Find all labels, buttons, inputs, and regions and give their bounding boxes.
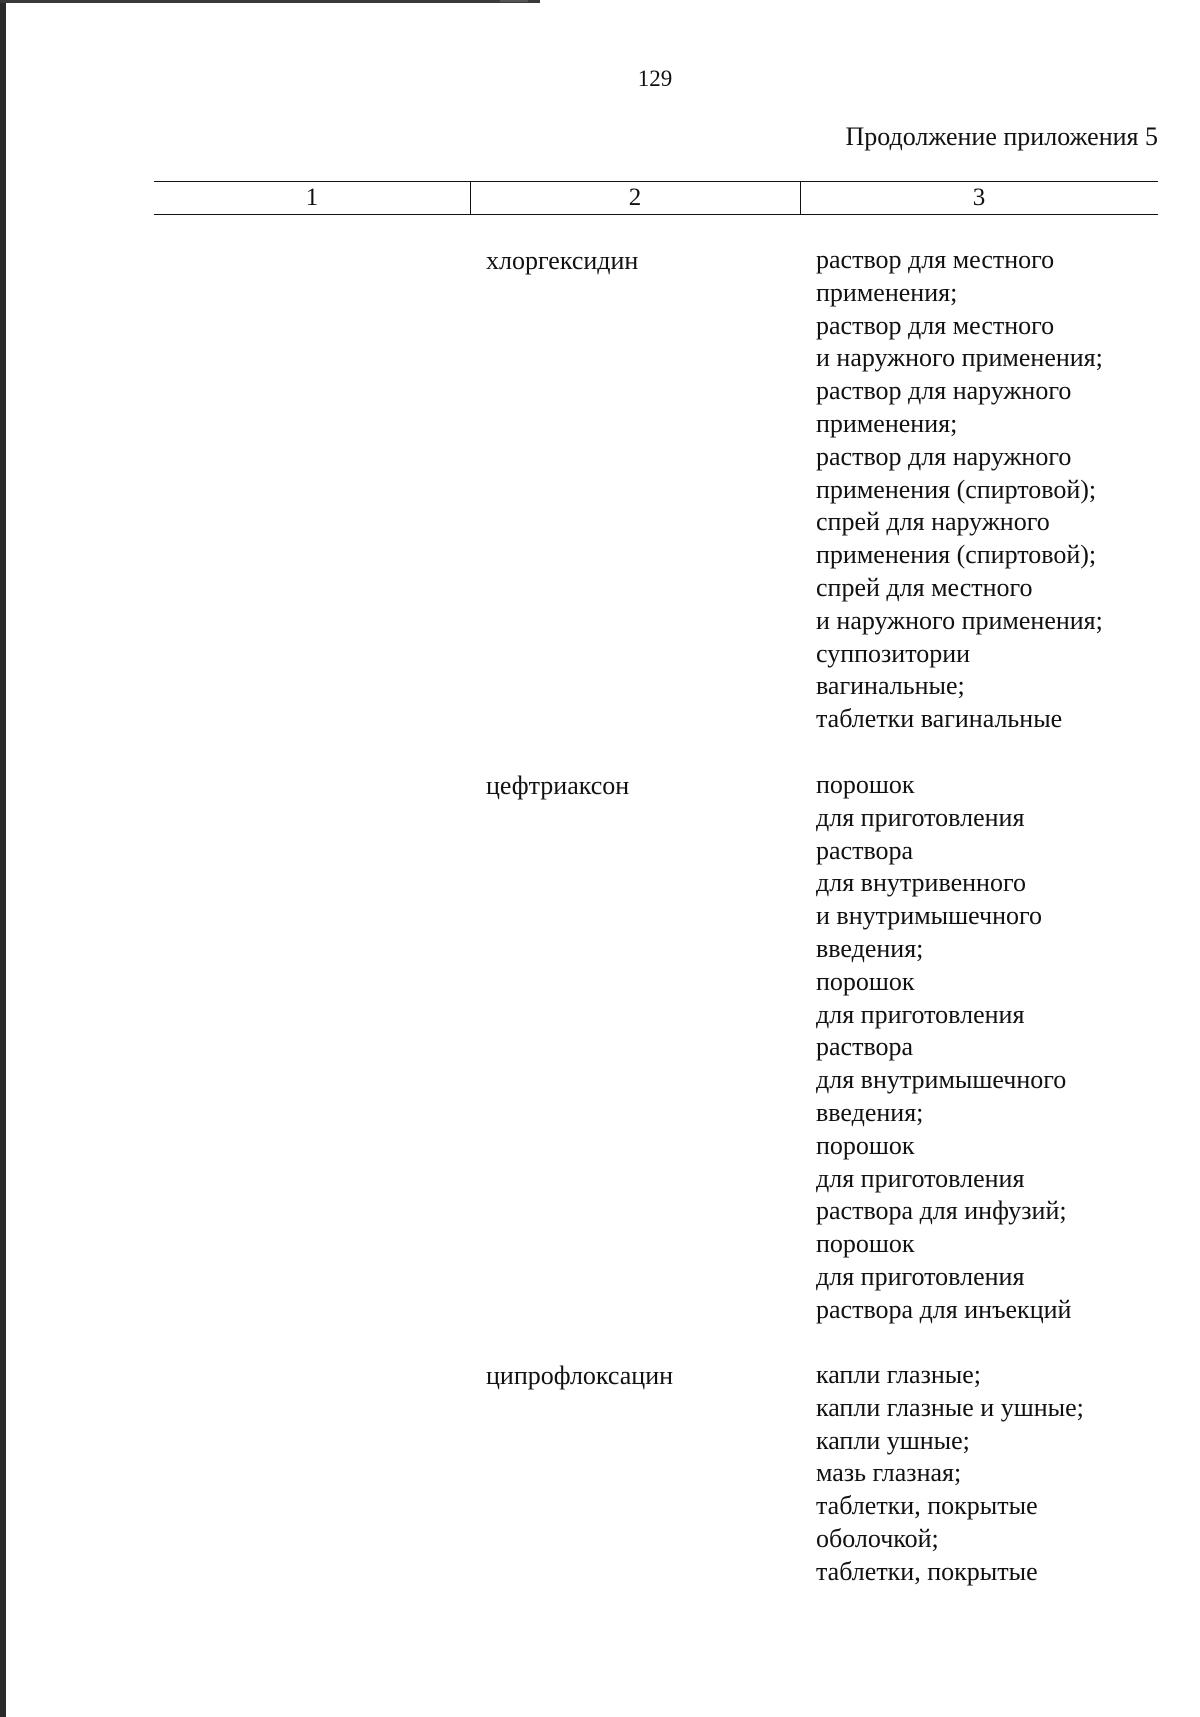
table-header-col-2: 2 (628, 184, 642, 211)
dosage-form: капли глазные и ушные; (816, 1392, 1084, 1422)
dosage-form: порошок (816, 1130, 915, 1160)
dosage-form: таблетки, покрытые (816, 1491, 1038, 1521)
dosage-forms-list (816, 244, 1156, 736)
drug-name: ципрофлоксацин (486, 1361, 674, 1390)
dosage-form: применения (спиртовой); (816, 540, 1097, 570)
page-number: 129 (637, 66, 673, 91)
drug-name: цефтриаксон (486, 771, 630, 800)
drug-name: хлоргексидин (486, 246, 639, 275)
dosage-form: раствор для наружного (816, 441, 1072, 471)
appendix-continuation-note: Продолжение приложения 5 (845, 122, 1158, 151)
dosage-form: для внутривенного (816, 868, 1026, 898)
table-header-top-rule (154, 181, 1158, 182)
dosage-form: порошок (816, 1229, 915, 1259)
dosage-form: раствора для инъекций (816, 1294, 1072, 1324)
dosage-forms-list (816, 1359, 1156, 1589)
dosage-form: введения; (816, 1097, 924, 1127)
dosage-form: раствор для местного (816, 245, 1055, 274)
scan-edge-left (0, 0, 6, 1717)
dosage-form: спрей для наружного (816, 507, 1050, 537)
dosage-form: применения; (816, 277, 958, 307)
dosage-form: применения (спиртовой); (816, 474, 1097, 504)
dosage-form: раствор для местного (816, 310, 1055, 340)
table-header-col-3: 3 (972, 184, 986, 211)
dosage-form: раствора для инфузий; (816, 1196, 1067, 1226)
dosage-form: оболочкой; (816, 1523, 939, 1553)
scan-edge-top-mark (500, 0, 528, 2)
dosage-form: для приготовления (816, 999, 1025, 1029)
dosage-form: для приготовления (816, 802, 1025, 832)
dosage-forms-list (816, 769, 1156, 1327)
dosage-form: раствор для наружного (816, 376, 1072, 406)
dosage-form: применения; (816, 408, 958, 438)
dosage-form: порошок (816, 966, 915, 996)
dosage-form: таблетки, покрытые (816, 1556, 1038, 1586)
dosage-form: введения; (816, 933, 924, 963)
dosage-form: спрей для местного (816, 572, 1033, 602)
dosage-form: для внутримышечного (816, 1065, 1067, 1095)
dosage-form: порошок (816, 770, 915, 799)
scan-edge-top (0, 0, 540, 3)
table-header-col-1: 1 (305, 184, 319, 211)
dosage-form: раствора (816, 1032, 914, 1062)
dosage-form: и внутримышечного (816, 901, 1043, 931)
dosage-form: таблетки вагинальные (816, 704, 1063, 734)
dosage-form: суппозитории (816, 638, 971, 668)
dosage-form: мазь глазная; (816, 1458, 962, 1488)
dosage-form: и наружного применения; (816, 343, 1103, 373)
table-header-bottom-rule (154, 214, 1158, 215)
dosage-form: и наружного применения; (816, 605, 1103, 635)
dosage-form: капли ушные; (816, 1425, 970, 1455)
dosage-form: раствора (816, 835, 914, 865)
dosage-form: для приготовления (816, 1261, 1025, 1291)
dosage-form: для приготовления (816, 1163, 1025, 1193)
dosage-form: капли глазные; (816, 1360, 982, 1389)
dosage-form: вагинальные; (816, 671, 965, 701)
